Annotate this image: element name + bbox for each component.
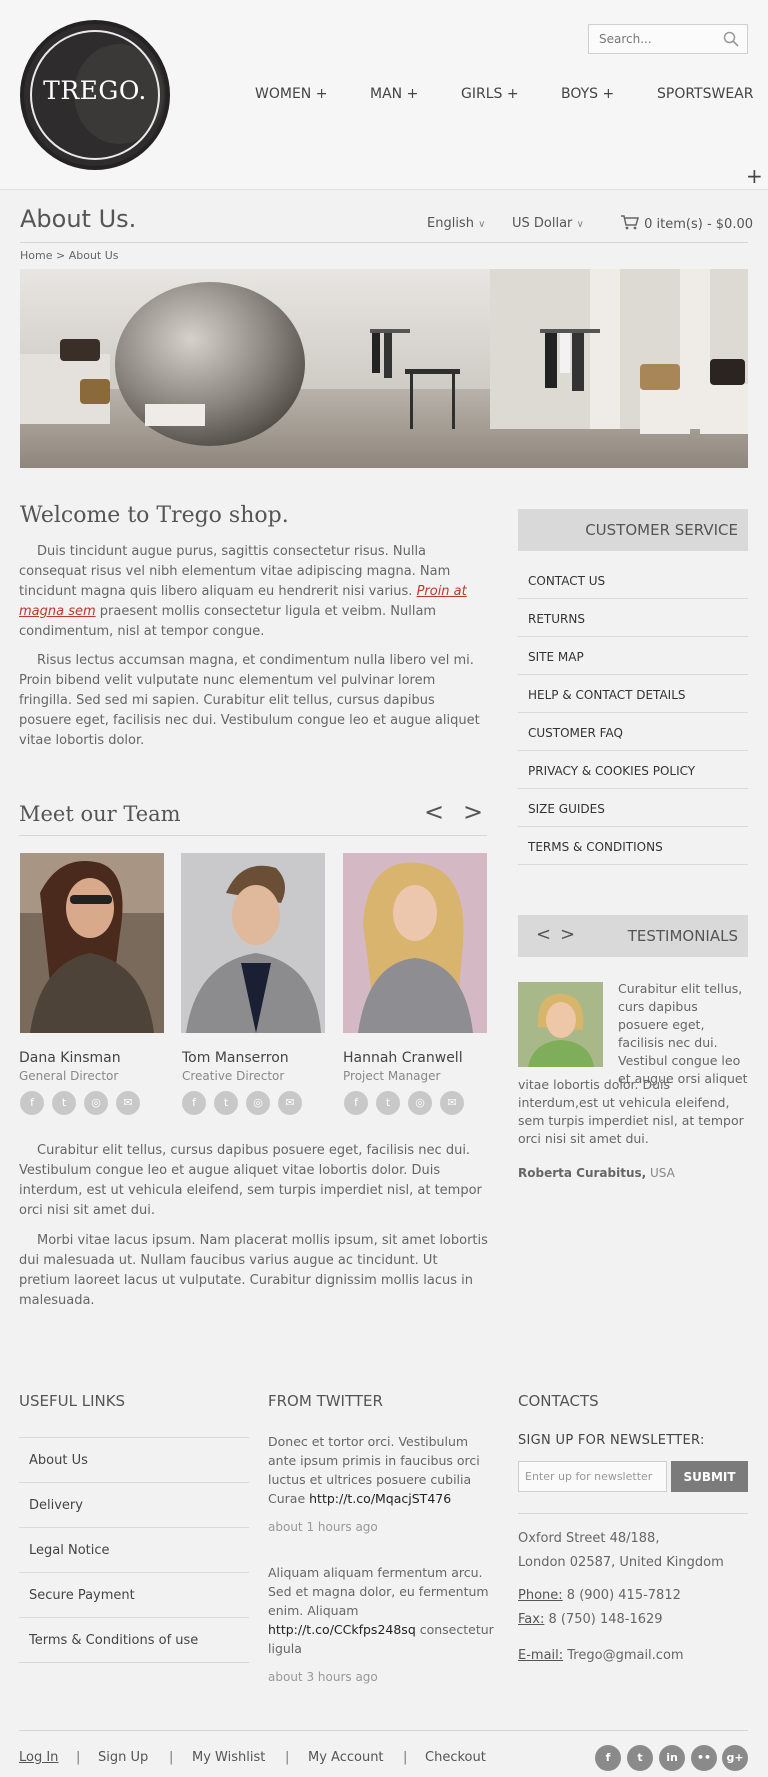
mail-icon[interactable]: ✉: [116, 1091, 140, 1115]
team-photo-tom: [181, 853, 325, 1033]
team-paragraph-2: Morbi vitae lacus ipsum. Nam placerat mollis ipsum, sit amet lobortis dui malesuada ut. Nullam faucibus varius augue ac tincidunt. Ut pretium laoreet lacus ut vulputate. Curabitur dignissim mollis lacus in malesuada.: [19, 1233, 488, 1308]
newsletter-input[interactable]: [518, 1461, 667, 1492]
language-select[interactable]: [427, 216, 485, 231]
contacts-divider: [518, 1513, 748, 1514]
phone-value: 8 (900) 415-7812: [562, 1588, 681, 1603]
email-line: [518, 1648, 684, 1663]
address-line-2: London 02587, United Kingdom: [518, 1555, 724, 1570]
nav-sportswear[interactable]: SPORTSWEAR: [657, 86, 754, 102]
testimonial-avatar: [518, 982, 603, 1067]
footer-link-secure-payment[interactable]: Secure Payment: [19, 1572, 249, 1617]
address-line-1: Oxford Street 48/188,: [518, 1531, 660, 1546]
twitter-icon[interactable]: t: [627, 1745, 653, 1771]
footer-link-terms[interactable]: Terms & Conditions of use: [19, 1617, 249, 1662]
site-header: [0, 0, 768, 190]
member-name-tom: Tom Manserron: [182, 1050, 289, 1066]
testimonial-text-full: vitae lobortis dolor. Duis interdum,est ut vehicula eleifend, sem turpis imperdiet nisl, at tempor orci nisi sit amet dui.: [518, 1077, 744, 1146]
testimonial-prev-icon[interactable]: <: [536, 924, 552, 945]
footer-link-legal-notice[interactable]: Legal Notice: [19, 1527, 249, 1572]
bottom-separator: |: [403, 1750, 408, 1765]
nav-girls[interactable]: GIRLS +: [461, 86, 519, 102]
breadcrumb-separator: >: [55, 249, 66, 262]
tweet-2-time: about 3 hours ago: [268, 1670, 378, 1684]
bottom-signup[interactable]: Sign Up: [98, 1750, 149, 1765]
tweet-2: [268, 1563, 498, 1658]
tweet-1-text: Donec et tortor orci. Vestibulum ante ipsum primis in faucibus orci luctus et ultrices posuere cubilia Curae: [268, 1434, 480, 1506]
breadcrumb-current: About Us: [68, 249, 119, 262]
mail-icon[interactable]: ✉: [440, 1091, 464, 1115]
welcome-p1-text: Duis tincidunt augue purus, sagittis consectetur risus. Nulla consequat risus vel nibh elementum vitae adipiscing magna. Nam tincidunt magna quis libero aliquam eu hendrerit nisi varius.: [19, 544, 451, 599]
dribbble-icon[interactable]: ◎: [84, 1091, 108, 1115]
twitter-icon[interactable]: t: [214, 1091, 238, 1115]
phone-line: [518, 1588, 681, 1603]
member-name-dana: Dana Kinsman: [19, 1050, 121, 1066]
nav-boys[interactable]: BOYS +: [561, 86, 615, 102]
search-icon[interactable]: [723, 31, 739, 47]
cs-help-contact-details[interactable]: HELP & CONTACT DETAILS: [518, 675, 748, 713]
dribbble-icon[interactable]: ◎: [246, 1091, 270, 1115]
cart-summary[interactable]: [620, 214, 753, 232]
facebook-icon[interactable]: f: [344, 1091, 368, 1115]
member-role-dana: General Director: [19, 1069, 119, 1083]
search-input[interactable]: [589, 25, 719, 53]
member-role-hannah: Project Manager: [343, 1069, 441, 1083]
bottom-separator: |: [285, 1750, 290, 1765]
tweet-1-time: about 1 hours ago: [268, 1520, 378, 1534]
title-divider: [20, 242, 748, 243]
team-photo-hannah: [343, 853, 487, 1033]
breadcrumb-home[interactable]: Home: [20, 249, 53, 262]
newsletter-submit-button[interactable]: SUBMIT: [671, 1461, 748, 1492]
email-label: E-mail:: [518, 1648, 564, 1663]
linkedin-icon[interactable]: in: [659, 1745, 685, 1771]
page-title: About Us.: [20, 205, 137, 233]
cart-icon: [620, 214, 640, 230]
cs-terms-conditions[interactable]: TERMS & CONDITIONS: [518, 827, 748, 865]
twitter-icon[interactable]: t: [52, 1091, 76, 1115]
nav-man[interactable]: MAN +: [370, 86, 419, 102]
email-value[interactable]: Trego@gmail.com: [563, 1648, 684, 1663]
expand-plus-icon[interactable]: +: [746, 164, 763, 188]
googleplus-icon[interactable]: g+: [722, 1745, 748, 1771]
customer-service-header: [518, 509, 748, 551]
tweet-2-link[interactable]: http://t.co/CCkfps248sq: [268, 1622, 416, 1637]
facebook-icon[interactable]: f: [182, 1091, 206, 1115]
team-photo-dana: [20, 853, 164, 1033]
twitter-title: FROM TWITTER: [268, 1392, 383, 1410]
cs-site-map[interactable]: SITE MAP: [518, 637, 748, 675]
team-prev-arrow-icon[interactable]: <: [424, 798, 445, 826]
bottom-wishlist[interactable]: My Wishlist: [192, 1750, 266, 1765]
cs-returns[interactable]: RETURNS: [518, 599, 748, 637]
search-box: [588, 24, 748, 54]
footer-link-about-us[interactable]: About Us: [19, 1437, 249, 1482]
member-role-tom: Creative Director: [182, 1069, 285, 1083]
useful-links-title: USEFUL LINKS: [19, 1392, 126, 1410]
mail-icon[interactable]: ✉: [278, 1091, 302, 1115]
facebook-icon[interactable]: f: [20, 1091, 44, 1115]
nav-women[interactable]: WOMEN +: [255, 86, 328, 102]
currency-label: US Dollar: [512, 216, 573, 231]
dribbble-icon[interactable]: ◎: [408, 1091, 432, 1115]
cs-privacy-cookies[interactable]: PRIVACY & COOKIES POLICY: [518, 751, 748, 789]
bottom-separator: |: [169, 1750, 174, 1765]
welcome-paragraph-1: [19, 542, 489, 642]
team-title: Meet our Team: [19, 802, 181, 826]
testimonial-next-icon[interactable]: >: [560, 924, 576, 945]
phone-label: Phone:: [518, 1588, 563, 1603]
useful-links-divider: [19, 1662, 249, 1663]
tweet-2-text: Aliquam aliquam fermentum arcu. Sed et magna dolor, eu fermentum enim. Aliquam: [268, 1565, 489, 1618]
fax-label: Fax:: [518, 1612, 545, 1627]
chevron-down-icon: ∨: [478, 219, 486, 230]
newsletter-label: SIGN UP FOR NEWSLETTER:: [518, 1433, 705, 1448]
cs-customer-faq[interactable]: CUSTOMER FAQ: [518, 713, 748, 751]
member-name-hannah: Hannah Cranwell: [343, 1050, 463, 1066]
bottom-separator: |: [76, 1750, 81, 1765]
cs-contact-us[interactable]: CONTACT US: [518, 561, 748, 599]
breadcrumb: [20, 249, 119, 262]
testimonial-author: [518, 1166, 675, 1180]
proin-link[interactable]: Proin at magna sem: [19, 584, 467, 619]
testimonial-author-name: Roberta Curabitus,: [518, 1166, 647, 1180]
testimonials-title: TESTIMONIALS: [627, 927, 738, 945]
trego-logo[interactable]: [20, 20, 170, 170]
team-next-arrow-icon[interactable]: >: [463, 798, 484, 826]
cart-label: 0 item(s) - $0.00: [644, 217, 754, 232]
facebook-icon[interactable]: f: [595, 1745, 621, 1771]
welcome-paragraph-2: Risus lectus accumsan magna, et condimentum nulla libero vel mi. Proin bibend velit vulputate nunc elementum vel pulvinar lorem fringilla. Sed sed mi sapien. Curabitur elit tellus, cursus dapibus posuere eget, facilisis nec dui. Vestibulum congue leo et augue aliquet vitae lobortis dolor.: [19, 653, 480, 748]
flickr-icon[interactable]: ••: [691, 1745, 717, 1771]
bottom-divider: [19, 1730, 748, 1731]
testimonial-text-side: Curabitur elit tellus, curs dapibus posuere eget, facilisis nec dui. Vestibul congue leo et augue orsi aliquet: [618, 981, 748, 1086]
testimonial-author-place: USA: [646, 1166, 675, 1180]
tweet-2-text-after: consectetur ligula: [268, 1622, 494, 1656]
customer-service-title: CUSTOMER SERVICE: [585, 521, 738, 539]
welcome-p1-text-after: praesent mollis consectetur ligula et veibm. Nullam condimentum, nisl at tempor congue.: [19, 604, 437, 639]
logo-text: TREGO.: [43, 76, 147, 105]
chevron-down-icon: ∨: [576, 219, 584, 230]
tweet-1: [268, 1432, 498, 1508]
bottom-my-account[interactable]: My Account: [308, 1750, 384, 1765]
contacts-title: CONTACTS: [518, 1392, 599, 1410]
team-divider: [19, 835, 487, 836]
cs-size-guides[interactable]: SIZE GUIDES: [518, 789, 748, 827]
twitter-icon[interactable]: t: [376, 1091, 400, 1115]
currency-select[interactable]: [512, 216, 584, 231]
footer-link-delivery[interactable]: Delivery: [19, 1482, 249, 1527]
language-label: English: [427, 216, 474, 231]
bottom-checkout[interactable]: Checkout: [425, 1750, 486, 1765]
team-paragraph-1: Curabitur elit tellus, cursus dapibus posuere eget, facilisis nec dui. Vestibulum congue leo et augue aliquet vitae lobortis dolor. Duis interdum, est ut vehicula eleifend, sem turpis imperdiet nisl, at tempor orci nisi sit amet dui.: [19, 1143, 482, 1218]
bottom-login[interactable]: Log In: [19, 1750, 59, 1765]
store-banner-image: [20, 269, 748, 468]
fax-line: [518, 1612, 663, 1627]
fax-value: 8 (750) 148-1629: [544, 1612, 663, 1627]
tweet-1-link[interactable]: http://t.co/MqacjST476: [309, 1491, 452, 1506]
welcome-title: Welcome to Trego shop.: [20, 503, 289, 528]
testimonials-header: [518, 915, 748, 957]
